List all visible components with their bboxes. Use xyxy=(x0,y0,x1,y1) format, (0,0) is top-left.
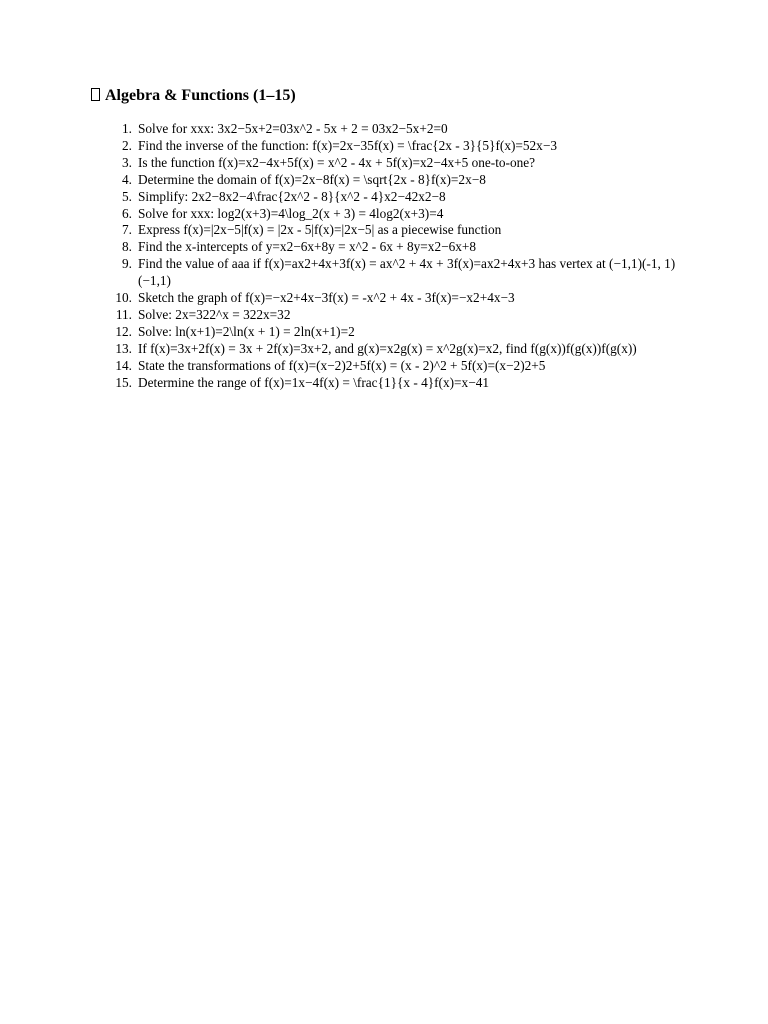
question-item xyxy=(108,290,678,307)
question-text: If f(x)=3x+2f(x) = 3x + 2f(x)=3x+2, and g(x)=x2g(x) = x^2g(x)=x2, find f(g(x))f(g(x))f(g(x)) xyxy=(138,340,637,356)
question-number: 3. xyxy=(122,154,132,170)
question-item xyxy=(108,172,678,189)
question-number: 4. xyxy=(122,171,132,187)
question-text: Sketch the graph of f(x)=−x2+4x−3f(x) = -x^2 + 4x - 3f(x)=−x2+4x−3 xyxy=(138,290,515,306)
question-text: Find the x-intercepts of y=x2−6x+8y = x^2 - 6x + 8y=x2−6x+8 xyxy=(138,239,477,255)
question-item xyxy=(108,341,678,358)
question-item xyxy=(108,256,678,290)
question-text: Is the function f(x)=x2−4x+5f(x) = x^2 - 4x + 5f(x)=x2−4x+5 one-to-one? xyxy=(138,154,536,170)
question-item xyxy=(108,206,678,223)
question-item xyxy=(108,121,678,138)
question-item xyxy=(108,189,678,206)
question-list xyxy=(108,121,678,392)
question-number: 9. xyxy=(122,256,132,272)
question-text: Solve for xxx: 3x2−5x+2=03x^2 - 5x + 2 = 03x2−5x+2=0 xyxy=(138,121,448,136)
question-number: 15. xyxy=(115,374,132,390)
question-item xyxy=(108,324,678,341)
question-number: 11. xyxy=(115,306,132,322)
question-text: Solve: ln(x+1)=2\ln(x + 1) = 2ln(x+1)=2 xyxy=(138,323,355,339)
question-text: State the transformations of f(x)=(x−2)2+5f(x) = (x - 2)^2 + 5f(x)=(x−2)2+5 xyxy=(138,357,546,373)
question-number: 1. xyxy=(122,121,132,136)
question-text: Find the inverse of the function: f(x)=2x−35f(x) = \frac{2x - 3}{5}f(x)=52x−3 xyxy=(138,137,557,153)
question-number: 6. xyxy=(122,205,132,221)
section-title: Algebra & Functions (1–15) xyxy=(105,87,296,104)
question-item xyxy=(108,239,678,256)
question-number: 14. xyxy=(115,357,132,373)
question-item xyxy=(108,138,678,155)
question-text: Find the value of aaa if f(x)=ax2+4x+3f(x) = ax^2 + 4x + 3f(x)=ax2+4x+3 has vertex at (−1,1)(-1, 1)(−1,1) xyxy=(138,256,676,289)
question-item xyxy=(108,307,678,324)
question-number: 7. xyxy=(122,222,132,238)
question-item xyxy=(108,358,678,375)
question-text: Determine the range of f(x)=1x−4f(x) = \frac{1}{x - 4}f(x)=x−41 xyxy=(138,374,489,390)
section-heading xyxy=(91,86,296,106)
question-item xyxy=(108,375,678,392)
question-number: 5. xyxy=(122,188,132,204)
question-text: Express f(x)=|2x−5|f(x) = |2x - 5|f(x)=|2x−5| as a piecewise function xyxy=(138,222,502,238)
question-number: 10. xyxy=(115,290,132,306)
question-text: Solve: 2x=322^x = 322x=32 xyxy=(138,306,291,322)
question-item xyxy=(108,155,678,172)
question-number: 12. xyxy=(115,323,132,339)
question-text: Simplify: 2x2−8x2−4\frac{2x^2 - 8}{x^2 - 4}x2−42x2−8 xyxy=(138,188,446,204)
question-text: Determine the domain of f(x)=2x−8f(x) = \sqrt{2x - 8}f(x)=2x−8 xyxy=(138,171,486,187)
question-number: 2. xyxy=(122,137,132,153)
missing-glyph-icon xyxy=(91,88,100,101)
question-number: 8. xyxy=(122,239,132,255)
question-text: Solve for xxx: log2(x+3)=4\log_2(x + 3) = 4log2(x+3)=4 xyxy=(138,205,444,221)
question-number: 13. xyxy=(115,340,132,356)
question-item xyxy=(108,222,678,239)
